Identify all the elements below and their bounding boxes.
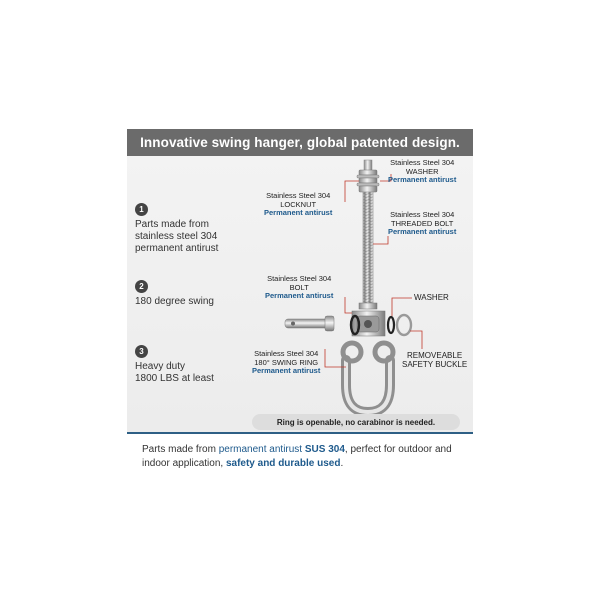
feature-text: Heavy duty: [135, 361, 186, 372]
feature-number-badge: 1: [135, 203, 148, 216]
desc-text: Parts made from: [142, 444, 219, 455]
label-note: Permanent antirust: [388, 175, 457, 184]
label-material: Stainless Steel 304: [390, 210, 455, 219]
label-part: WASHER: [405, 166, 439, 176]
label-note: Permanent antirust: [265, 291, 334, 300]
feature-number-badge: 2: [135, 280, 148, 293]
desc-accent: permanent antirust: [218, 444, 305, 455]
clevis-bolt-part: [285, 316, 334, 331]
label-part: WASHER: [414, 293, 449, 302]
divider: [127, 432, 473, 434]
label-note: Permanent antirust: [252, 366, 321, 375]
label-part: REMOVEABLE: [407, 351, 463, 360]
label-safety-buckle: [402, 352, 467, 369]
label-material: Stainless Steel 304: [254, 349, 319, 358]
label-material: Stainless Steel 304: [266, 191, 331, 200]
desc-text: .: [340, 458, 344, 469]
label-material: Stainless Steel 304: [390, 158, 455, 167]
label-part: SAFETY BUCKLE: [402, 359, 468, 369]
feature-text: stainless steel 304: [135, 231, 218, 242]
label-part: THREADED BOLT: [390, 218, 454, 228]
label-bolt: [265, 275, 333, 301]
label-part: 180° SWING RING: [254, 357, 319, 367]
label-swing-ring: [252, 350, 320, 376]
label-locknut: [264, 192, 332, 218]
locknut-part: [357, 170, 379, 192]
headline-banner: Innovative swing hanger, global patented design.: [127, 129, 473, 156]
safety-buckle-part: [397, 315, 411, 335]
leader-lines: [325, 174, 422, 367]
feature-number-badge: 3: [135, 345, 148, 358]
desc-emphasis: safety and durable used: [225, 458, 341, 469]
swing-ring-part: [343, 343, 393, 412]
feature-text: Parts made from: [135, 219, 209, 230]
feature-text: permanent antirust: [135, 243, 219, 254]
feature-text: 180 degree swing: [135, 296, 214, 307]
label-part: LOCKNUT: [280, 199, 317, 209]
label-note: Permanent antirust: [264, 208, 333, 217]
label-washer-top: [388, 159, 456, 185]
label-washer-side: [414, 294, 449, 303]
desc-material: SUS 304: [304, 444, 345, 455]
openable-ring-note: Ring is openable, no carabinor is needed.: [252, 414, 460, 430]
desc-text: , perfect for outdoor and indoor application,: [142, 444, 452, 469]
label-threaded-bolt: [388, 211, 456, 237]
bottom-description: [142, 443, 462, 471]
side-washer-part: [388, 317, 394, 333]
label-part: BOLT: [289, 282, 309, 292]
feature-text: 1800 LBS at least: [135, 373, 214, 384]
label-note: Permanent antirust: [388, 227, 457, 236]
label-material: Stainless Steel 304: [267, 274, 332, 283]
